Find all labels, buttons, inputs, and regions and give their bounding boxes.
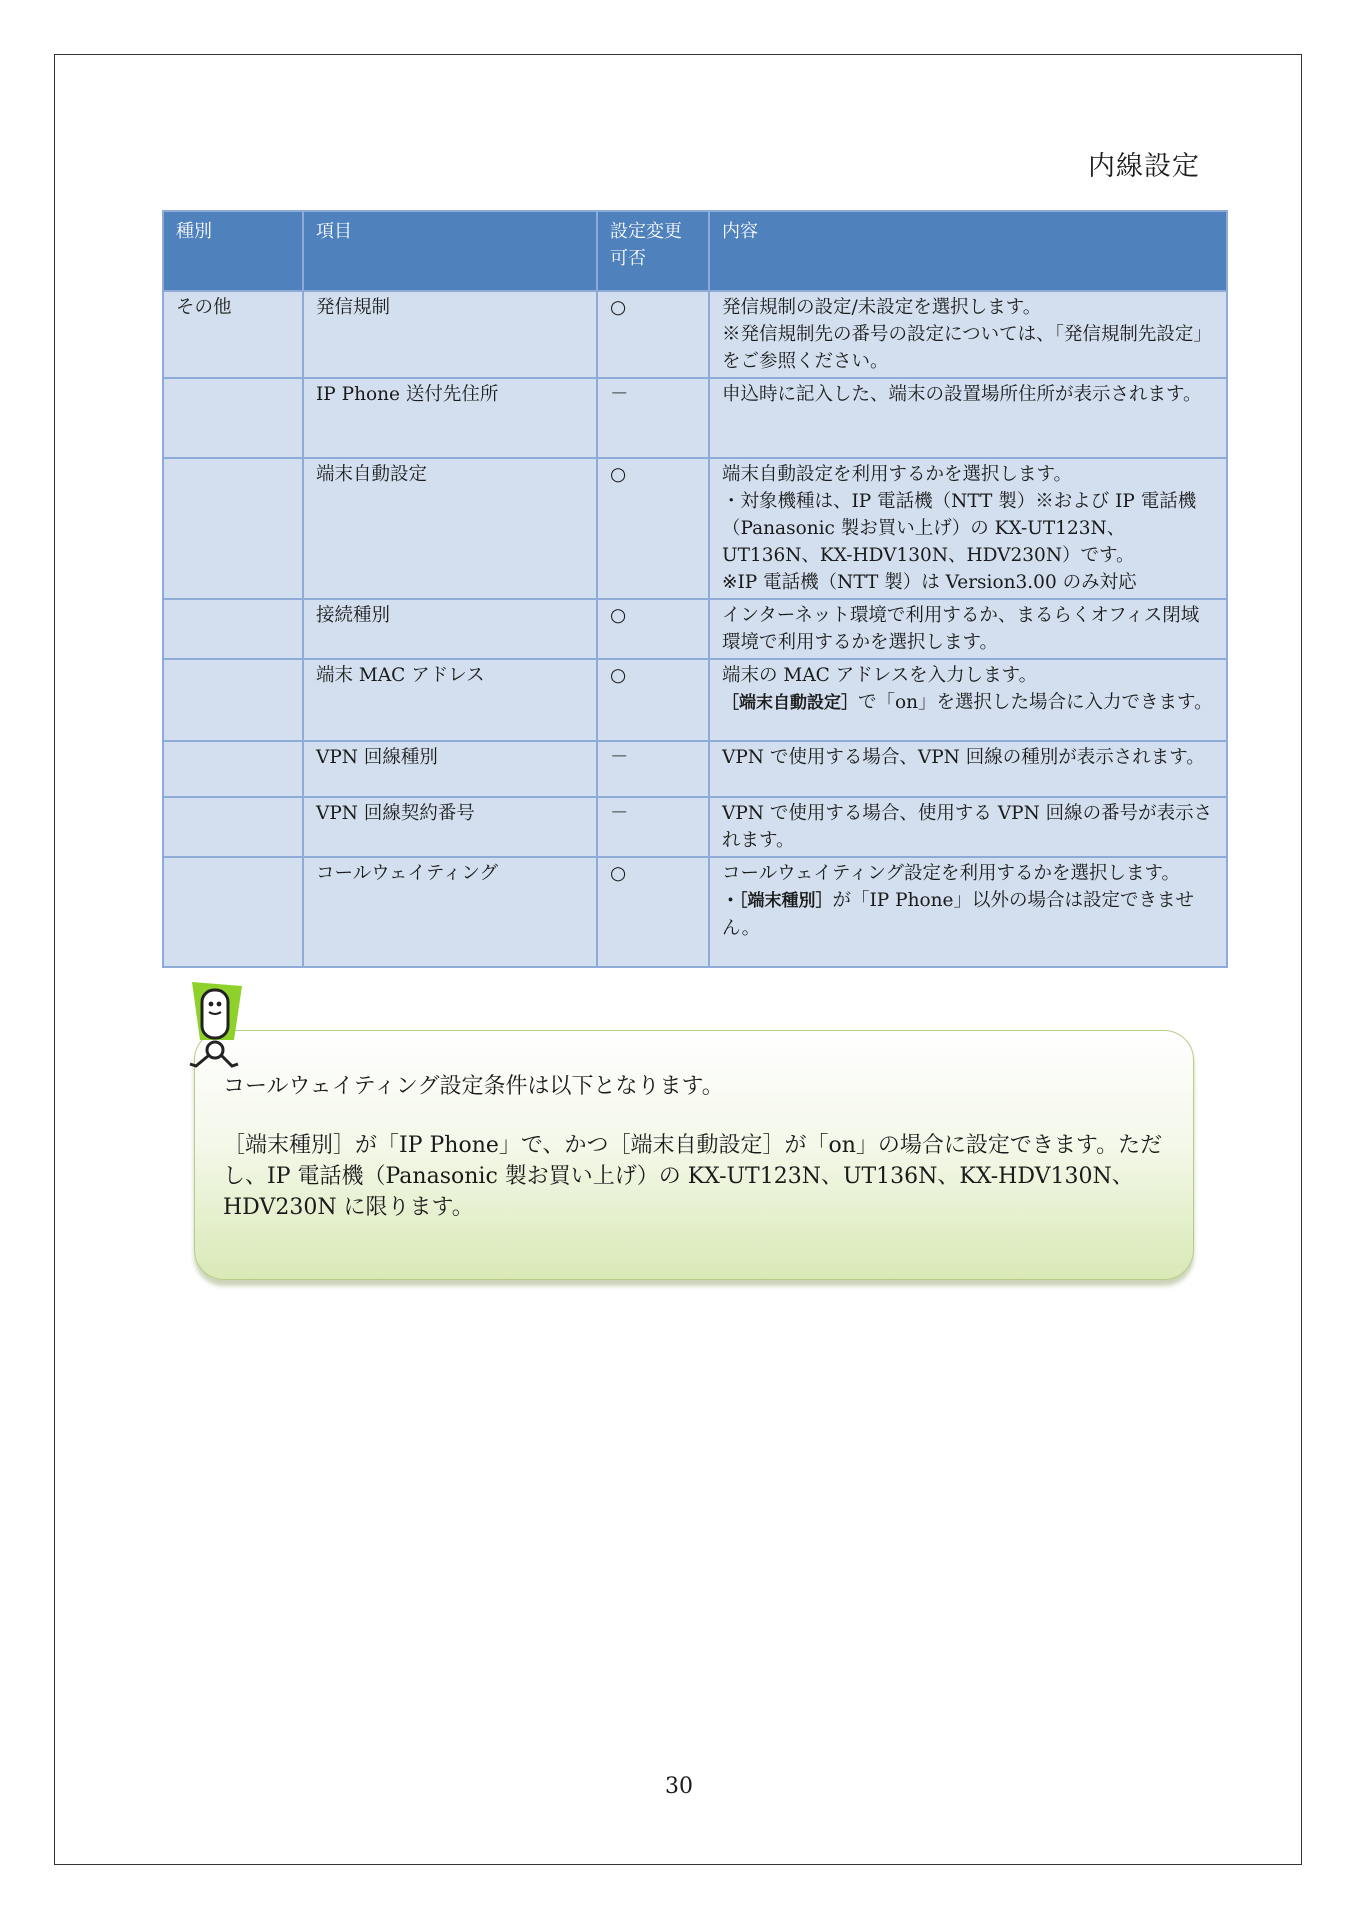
table-row xyxy=(163,378,1227,458)
header-category: 種別 xyxy=(163,211,303,291)
header-content: 内容 xyxy=(709,211,1227,291)
page-number: 30 xyxy=(665,1774,693,1799)
table-row xyxy=(163,599,1227,659)
content-line: インターネット環境で利用するか、まるらくオフィス閉域環境で利用するかを選択します。 xyxy=(722,605,1200,653)
cell-category xyxy=(163,378,303,458)
cell-item: 端末自動設定 xyxy=(303,458,597,599)
cell-item: VPN 回線種別 xyxy=(303,741,597,797)
cell-content xyxy=(709,741,1227,797)
cell-item: コールウェイティング xyxy=(303,857,597,967)
cell-category xyxy=(163,458,303,599)
cell-changeable: ○ xyxy=(597,599,709,659)
cell-item: 端末 MAC アドレス xyxy=(303,659,597,741)
content-line: 端末自動設定を利用するかを選択します。 xyxy=(722,464,1073,485)
cell-category xyxy=(163,741,303,797)
note-line-2: ［端末種別］が「IP Phone」で、かつ［端末自動設定］が「on」の場合に設定できます。ただし、IP 電話機（Panasonic 製お買い上げ）の KX-UT123N、UT136N、KX-HDV130N、HDV230N に限ります。 xyxy=(223,1133,1163,1220)
content-bold-ref: ［端末自動設定］ xyxy=(722,693,858,713)
content-line: ※IP 電話機（NTT 製）は Version3.00 のみ対応 xyxy=(722,572,1137,593)
header-changeable-line1: 設定変更 xyxy=(610,221,682,242)
content-line xyxy=(722,887,1214,942)
cell-changeable: ○ xyxy=(597,458,709,599)
content-line: コールウェイティング設定を利用するかを選択します。 xyxy=(722,863,1181,884)
content-line: VPN で使用する場合、VPN 回線の種別が表示されます。 xyxy=(722,747,1205,768)
content-bold-ref: ・［端末種別］ xyxy=(722,891,833,911)
cell-content xyxy=(709,797,1227,857)
cell-category xyxy=(163,857,303,967)
content-line: ※発信規制先の番号の設定については、「発信規制先設定」をご参照ください。 xyxy=(722,324,1212,372)
cell-content xyxy=(709,857,1227,967)
cell-category: その他 xyxy=(163,291,303,378)
cell-content xyxy=(709,378,1227,458)
table-row xyxy=(163,659,1227,741)
cell-changeable: － xyxy=(597,741,709,797)
cell-content xyxy=(709,599,1227,659)
content-line: 端末の MAC アドレスを入力します。 xyxy=(722,665,1038,686)
cell-content xyxy=(709,458,1227,599)
section-title: 内線設定 xyxy=(1088,151,1200,182)
note-box xyxy=(194,1030,1194,1280)
cell-changeable: － xyxy=(597,378,709,458)
header-item: 項目 xyxy=(303,211,597,291)
table-row xyxy=(163,291,1227,378)
exclamation-mascot-icon xyxy=(186,980,250,1070)
content-line: 申込時に記入した、端末の設置場所住所が表示されます。 xyxy=(722,384,1202,405)
settings-table xyxy=(162,210,1228,968)
cell-changeable: ○ xyxy=(597,857,709,967)
cell-category xyxy=(163,659,303,741)
content-line: 発信規制の設定/未設定を選択します。 xyxy=(722,297,1042,318)
content-line xyxy=(722,689,1214,717)
cell-changeable: ○ xyxy=(597,659,709,741)
cell-item: IP Phone 送付先住所 xyxy=(303,378,597,458)
header-changeable xyxy=(597,211,709,291)
cell-item: VPN 回線契約番号 xyxy=(303,797,597,857)
table-row xyxy=(163,458,1227,599)
cell-category xyxy=(163,599,303,659)
content-text: が「IP Phone」以外の場合は設定できません。 xyxy=(722,890,1195,939)
cell-item: 接続種別 xyxy=(303,599,597,659)
cell-content xyxy=(709,291,1227,378)
note-body xyxy=(223,1071,1173,1223)
content-line: VPN で使用する場合、使用する VPN 回線の番号が表示されます。 xyxy=(722,803,1213,851)
cell-category xyxy=(163,797,303,857)
table-row xyxy=(163,797,1227,857)
note-line-1: コールウェイティング設定条件は以下となります。 xyxy=(223,1074,724,1099)
cell-item: 発信規制 xyxy=(303,291,597,378)
cell-changeable: ○ xyxy=(597,291,709,378)
content-text: で「on」を選択した場合に入力できます。 xyxy=(858,692,1213,713)
cell-content xyxy=(709,659,1227,741)
table-header-row xyxy=(163,211,1227,291)
content-line: ・対象機種は、IP 電話機（NTT 製）※および IP 電話機（Panasonic 製お買い上げ）の KX-UT123N、UT136N、KX-HDV130N、HDV230N）です。 xyxy=(722,491,1197,566)
cell-changeable: － xyxy=(597,797,709,857)
header-changeable-line2: 可否 xyxy=(610,248,646,269)
table-row xyxy=(163,857,1227,967)
table-row xyxy=(163,741,1227,797)
